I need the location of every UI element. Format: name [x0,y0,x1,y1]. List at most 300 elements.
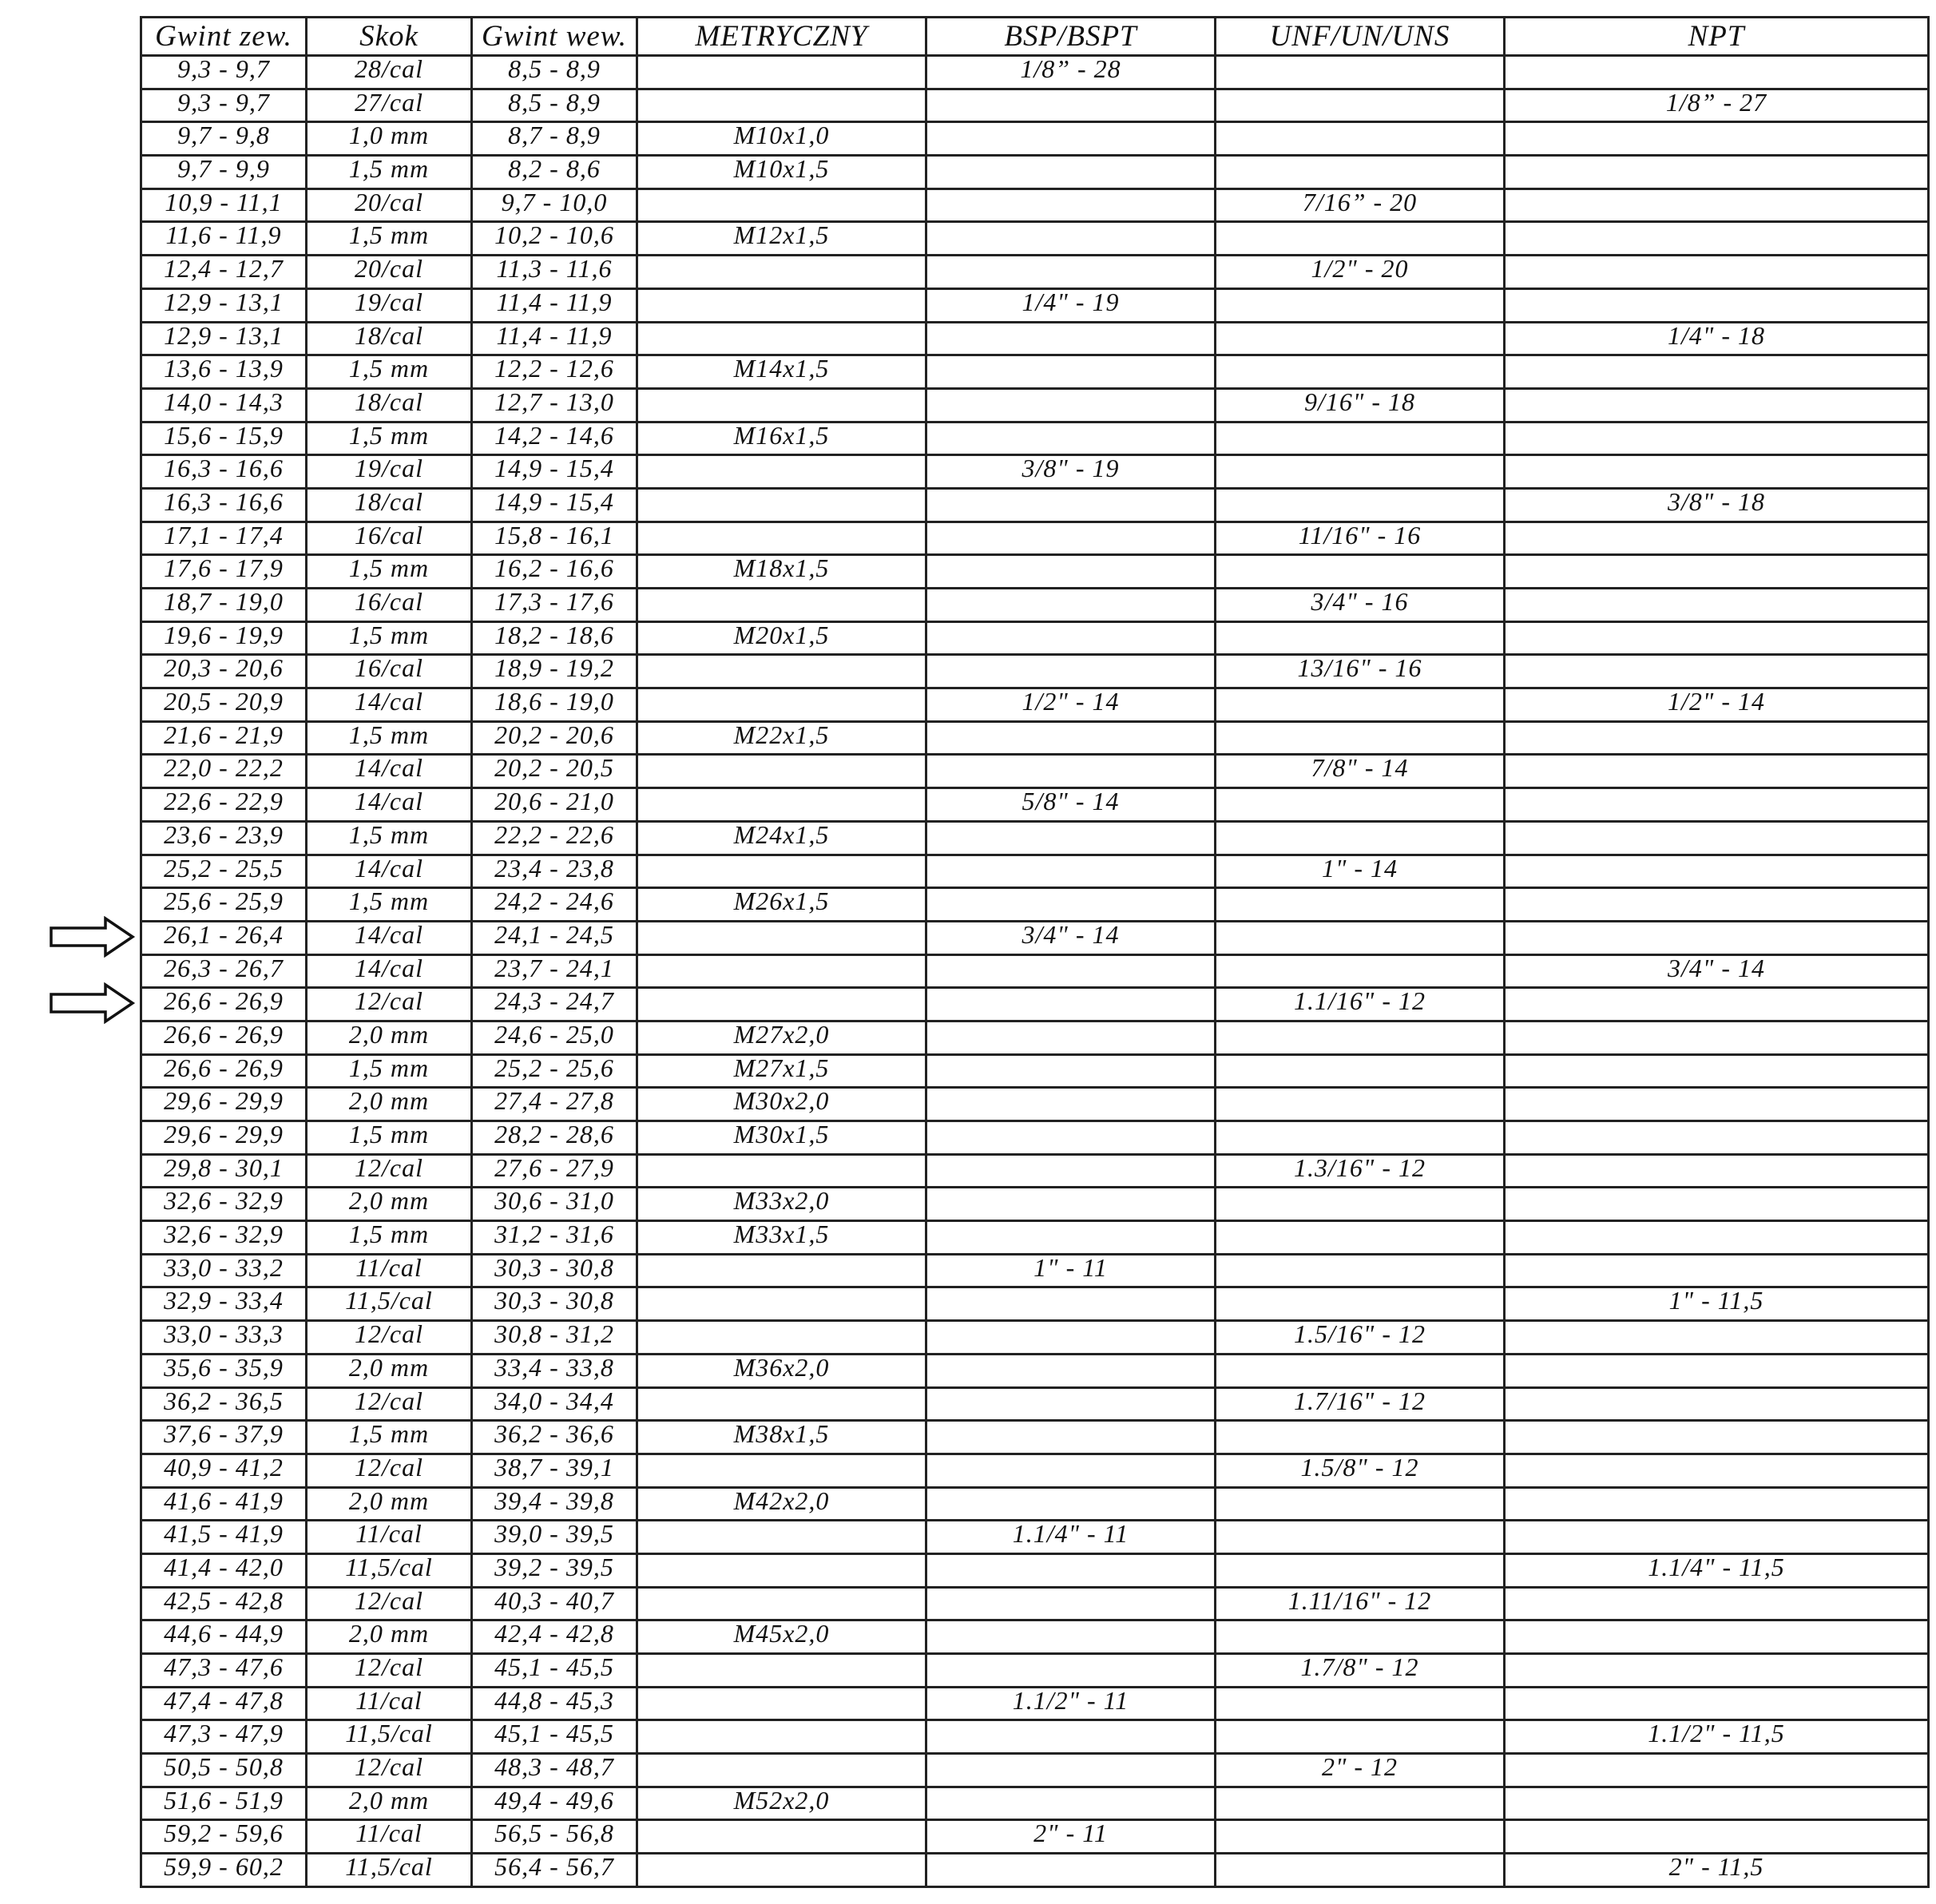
table-cell [1505,755,1929,788]
table-cell [926,1421,1216,1454]
table-cell [1216,1287,1505,1321]
table-cell [1505,1221,1929,1255]
table-cell [1505,555,1929,589]
table-cell [1216,222,1505,256]
table-cell: 12,2 - 12,6 [472,355,637,389]
table-cell [1505,1654,1929,1688]
table-cell [1216,455,1505,489]
table-cell [1216,1720,1505,1754]
table-cell [926,888,1216,922]
table-cell: 12/cal [307,1321,472,1355]
table-cell: 1,5 mm [307,422,472,455]
table-cell: 2,0 mm [307,1354,472,1387]
table-cell [637,788,926,822]
table-cell: 37,6 - 37,9 [141,1421,307,1454]
table-cell [637,56,926,89]
table-cell: 1,5 mm [307,821,472,855]
table-row [141,522,1929,555]
table-row [141,855,1929,888]
table-cell: 1,5 mm [307,621,472,655]
table-cell: 9,3 - 9,7 [141,56,307,89]
table-cell [1505,1820,1929,1854]
table-cell: 27,4 - 27,8 [472,1088,637,1121]
table-cell [1216,122,1505,156]
table-cell: 1,5 mm [307,555,472,589]
table-cell: 40,9 - 41,2 [141,1454,307,1487]
table-cell [926,488,1216,522]
table-cell [926,1553,1216,1587]
table-cell: M10x1,0 [637,122,926,156]
table-cell [1216,788,1505,822]
table-cell [926,1154,1216,1188]
table-cell [1505,56,1929,89]
table-cell [1505,422,1929,455]
table-cell [1505,1754,1929,1787]
table-cell: 59,9 - 60,2 [141,1854,307,1887]
table-cell: 49,4 - 49,6 [472,1787,637,1820]
table-cell: 3/4" - 14 [926,921,1216,954]
table-row [141,888,1929,922]
table-cell [637,1454,926,1487]
table-cell: 39,4 - 39,8 [472,1487,637,1521]
table-row [141,1354,1929,1387]
table-row [141,1687,1929,1720]
table-cell [926,156,1216,189]
table-cell: 11/cal [307,1687,472,1720]
table-cell [1505,921,1929,954]
table-cell [637,988,926,1021]
table-cell: 1,5 mm [307,1121,472,1155]
table-cell [637,522,926,555]
table-cell: 1,0 mm [307,122,472,156]
table-cell [926,122,1216,156]
table-cell [1505,788,1929,822]
table-cell [1505,256,1929,289]
table-cell [926,589,1216,622]
table-cell [1505,1254,1929,1287]
table-cell [1505,1454,1929,1487]
table-cell: 1.1/4" - 11 [926,1521,1216,1554]
table-cell [1505,1054,1929,1088]
table-cell: 9,3 - 9,7 [141,89,307,122]
thread-size-table [140,16,1930,1888]
table-cell: 13,6 - 13,9 [141,355,307,389]
table-cell: 11,6 - 11,9 [141,222,307,256]
table-cell [926,1121,1216,1155]
table-cell: 22,2 - 22,6 [472,821,637,855]
table-cell: 24,1 - 24,5 [472,921,637,954]
table-cell: 2" - 11,5 [1505,1854,1929,1887]
table-row [141,1088,1929,1121]
table-cell: M30x1,5 [637,1121,926,1155]
table-cell: 18/cal [307,322,472,355]
table-cell: M30x2,0 [637,1088,926,1121]
table-cell [637,655,926,688]
table-cell [637,488,926,522]
table-row [141,788,1929,822]
table-row [141,1587,1929,1620]
table-cell: 17,3 - 17,6 [472,589,637,622]
table-cell [926,721,1216,755]
table-cell [1216,921,1505,954]
table-cell: 47,3 - 47,6 [141,1654,307,1688]
table-cell: 32,6 - 32,9 [141,1221,307,1255]
table-cell: 1,5 mm [307,355,472,389]
table-cell [926,188,1216,222]
table-cell: 27,6 - 27,9 [472,1154,637,1188]
table-cell: 29,6 - 29,9 [141,1088,307,1121]
table-cell [1216,1354,1505,1387]
table-cell: 3/8" - 19 [926,455,1216,489]
table-cell: 3/8" - 18 [1505,488,1929,522]
table-cell [1216,688,1505,722]
table-row [141,1521,1929,1554]
table-cell [926,1620,1216,1654]
table-cell [926,621,1216,655]
table-cell: 1.3/16" - 12 [1216,1154,1505,1188]
table-cell: M33x2,0 [637,1188,926,1221]
table-row [141,1121,1929,1155]
table-cell: 25,2 - 25,5 [141,855,307,888]
table-cell [637,1587,926,1620]
table-cell [1505,455,1929,489]
table-cell: 1/2" - 14 [926,688,1216,722]
table-cell [926,222,1216,256]
table-cell: 16/cal [307,655,472,688]
table-cell: 10,2 - 10,6 [472,222,637,256]
table-cell [1216,488,1505,522]
column-header: Gwint zew. [141,18,307,56]
table-cell: 14/cal [307,788,472,822]
table-cell: 1,5 mm [307,1054,472,1088]
table-cell: M42x2,0 [637,1487,926,1521]
table-cell: 12,4 - 12,7 [141,256,307,289]
table-row [141,1154,1929,1188]
table-cell: 11,3 - 11,6 [472,256,637,289]
table-cell: 17,6 - 17,9 [141,555,307,589]
table-cell: 19/cal [307,288,472,322]
table-cell: 15,6 - 15,9 [141,422,307,455]
table-cell [1216,621,1505,655]
table-cell: 12/cal [307,1454,472,1487]
table-cell: 26,3 - 26,7 [141,954,307,988]
table-row [141,721,1929,755]
table-cell [1216,1620,1505,1654]
table-cell [1505,821,1929,855]
table-cell: 16/cal [307,589,472,622]
table-cell: 20,2 - 20,6 [472,721,637,755]
table-cell [1216,1820,1505,1854]
table-cell: 29,6 - 29,9 [141,1121,307,1155]
table-row [141,1754,1929,1787]
table-cell [1216,1054,1505,1088]
table-cell: 14/cal [307,921,472,954]
table-cell: 9/16" - 18 [1216,388,1505,422]
table-cell [926,1188,1216,1221]
table-row [141,688,1929,722]
table-cell: 12/cal [307,1654,472,1688]
table-cell: 11/cal [307,1521,472,1554]
table-cell [637,89,926,122]
table-cell: M16x1,5 [637,422,926,455]
table-cell [637,455,926,489]
table-cell [926,355,1216,389]
table-cell: 42,5 - 42,8 [141,1587,307,1620]
table-cell [1505,1088,1929,1121]
table-cell: 11/cal [307,1254,472,1287]
table-cell: 1.1/16" - 12 [1216,988,1505,1021]
table-cell [1216,1687,1505,1720]
table-cell [637,1654,926,1688]
table-cell: M24x1,5 [637,821,926,855]
table-cell: 47,3 - 47,9 [141,1720,307,1754]
table-cell [1505,1620,1929,1654]
table-cell: 13/16" - 16 [1216,655,1505,688]
table-cell [926,988,1216,1021]
table-cell [1216,1088,1505,1121]
table-cell: 30,6 - 31,0 [472,1188,637,1221]
table-cell: 20,3 - 20,6 [141,655,307,688]
table-row [141,1454,1929,1487]
table-cell: 11,4 - 11,9 [472,288,637,322]
table-cell [1505,1387,1929,1421]
table-cell: 12,9 - 13,1 [141,322,307,355]
table-cell: 2,0 mm [307,1787,472,1820]
table-cell [926,821,1216,855]
table-cell [637,954,926,988]
table-cell: 31,2 - 31,6 [472,1221,637,1255]
table-cell: 23,7 - 24,1 [472,954,637,988]
table-cell [1505,621,1929,655]
table-cell [637,1820,926,1854]
table-cell: 26,6 - 26,9 [141,1054,307,1088]
table-row [141,122,1929,156]
table-cell [1505,1787,1929,1820]
table-cell: 20,6 - 21,0 [472,788,637,822]
table-cell [1505,1421,1929,1454]
table-cell [637,1521,926,1554]
table-cell: M52x2,0 [637,1787,926,1820]
table-cell [637,1287,926,1321]
table-row [141,455,1929,489]
arrow-right-outline-icon [50,916,136,958]
table-cell [1505,721,1929,755]
table-cell: 11/16" - 16 [1216,522,1505,555]
table-cell: 28/cal [307,56,472,89]
table-cell [637,755,926,788]
table-cell [1505,1121,1929,1155]
table-cell [1505,1188,1929,1221]
table-cell: 41,6 - 41,9 [141,1487,307,1521]
table-cell: 27/cal [307,89,472,122]
table-cell: 47,4 - 47,8 [141,1687,307,1720]
table-cell: 2,0 mm [307,1021,472,1054]
table-cell: 18,6 - 19,0 [472,688,637,722]
table-cell: 16,3 - 16,6 [141,488,307,522]
table-cell [926,1088,1216,1121]
table-cell: 23,4 - 23,8 [472,855,637,888]
table-cell: M26x1,5 [637,888,926,922]
table-cell: 1,5 mm [307,1421,472,1454]
table-cell [1505,188,1929,222]
table-cell [1216,888,1505,922]
table-row [141,921,1929,954]
table-cell: 26,6 - 26,9 [141,988,307,1021]
table-cell [1216,56,1505,89]
table-cell: 16,3 - 16,6 [141,455,307,489]
table-cell: 21,6 - 21,9 [141,721,307,755]
table-cell: 44,6 - 44,9 [141,1620,307,1654]
table-cell [637,855,926,888]
table-cell [637,1854,926,1887]
table-cell: 19,6 - 19,9 [141,621,307,655]
table-cell: 3/4" - 14 [1505,954,1929,988]
table-cell: 1,5 mm [307,721,472,755]
table-cell [637,1321,926,1355]
table-cell [1216,1188,1505,1221]
table-cell [1505,1487,1929,1521]
table-cell: 34,0 - 34,4 [472,1387,637,1421]
table-row [141,1720,1929,1754]
table-cell: 14/cal [307,688,472,722]
table-row [141,355,1929,389]
table-cell [926,1287,1216,1321]
table-cell [1505,288,1929,322]
table-cell: 38,7 - 39,1 [472,1454,637,1487]
table-row [141,755,1929,788]
table-row [141,954,1929,988]
table-row [141,422,1929,455]
table-cell: 17,1 - 17,4 [141,522,307,555]
table-cell [637,1754,926,1787]
column-header: BSP/BSPT [926,18,1216,56]
table-cell: 16,2 - 16,6 [472,555,637,589]
table-cell [926,1054,1216,1088]
table-cell: 8,7 - 8,9 [472,122,637,156]
table-cell: 18/cal [307,388,472,422]
table-row [141,56,1929,89]
table-cell [1216,821,1505,855]
table-cell [926,1387,1216,1421]
table-cell: 1/8” - 27 [1505,89,1929,122]
table-row [141,589,1929,622]
table-row [141,1654,1929,1688]
table-cell [926,89,1216,122]
table-cell [1216,1854,1505,1887]
table-cell [1216,555,1505,589]
table-cell [1216,288,1505,322]
table-row [141,322,1929,355]
table-cell: 1,5 mm [307,888,472,922]
table-cell: 1.5/16" - 12 [1216,1321,1505,1355]
table-cell: 1,5 mm [307,156,472,189]
table-cell: 32,9 - 33,4 [141,1287,307,1321]
table-cell [926,655,1216,688]
table-cell [1216,1254,1505,1287]
table-cell: 23,6 - 23,9 [141,821,307,855]
table-cell [1216,355,1505,389]
table-cell: 1/4" - 18 [1505,322,1929,355]
table-cell [1216,1221,1505,1255]
table-cell: 36,2 - 36,6 [472,1421,637,1454]
table-cell: M45x2,0 [637,1620,926,1654]
table-cell: 1.1/2" - 11 [926,1687,1216,1720]
table-cell [1216,1553,1505,1587]
table-cell [926,954,1216,988]
table-cell: 10,9 - 11,1 [141,188,307,222]
table-cell [637,288,926,322]
table-cell [637,388,926,422]
table-cell: 51,6 - 51,9 [141,1787,307,1820]
table-cell [1505,1154,1929,1188]
table-cell: 14/cal [307,755,472,788]
table-cell: 12,9 - 13,1 [141,288,307,322]
table-cell: 33,0 - 33,3 [141,1321,307,1355]
table-cell: 35,6 - 35,9 [141,1354,307,1387]
table-row [141,488,1929,522]
table-cell: 1/2" - 14 [1505,688,1929,722]
table-cell [926,1354,1216,1387]
table-cell [637,589,926,622]
table-row [141,1854,1929,1887]
table-cell: 25,2 - 25,6 [472,1054,637,1088]
table-cell: 45,1 - 45,5 [472,1720,637,1754]
table-cell: 20/cal [307,256,472,289]
table-cell: 2,0 mm [307,1188,472,1221]
table-cell [926,1754,1216,1787]
table-cell: 12,7 - 13,0 [472,388,637,422]
table-cell: 26,6 - 26,9 [141,1021,307,1054]
table-cell: 14,2 - 14,6 [472,422,637,455]
table-cell [637,1254,926,1287]
table-cell [1505,355,1929,389]
table-cell: 30,3 - 30,8 [472,1287,637,1321]
table-row [141,1820,1929,1854]
table-row [141,256,1929,289]
table-cell: 20/cal [307,188,472,222]
table-cell: 9,7 - 9,9 [141,156,307,189]
table-row [141,988,1929,1021]
table-row [141,1221,1929,1255]
table-cell: M14x1,5 [637,355,926,389]
table-cell [637,1387,926,1421]
table-cell: M27x2,0 [637,1021,926,1054]
table-cell [1505,589,1929,622]
table-cell [1505,122,1929,156]
table-cell: 44,8 - 45,3 [472,1687,637,1720]
header-row [141,18,1929,56]
table-cell: M18x1,5 [637,555,926,589]
table-cell [637,322,926,355]
table-cell: 20,2 - 20,5 [472,755,637,788]
table-cell [1505,655,1929,688]
table-cell: 1" - 14 [1216,855,1505,888]
table-cell [1216,721,1505,755]
table-cell: 2,0 mm [307,1620,472,1654]
table-cell: 14/cal [307,855,472,888]
table-cell: 15,8 - 16,1 [472,522,637,555]
table-cell: 2,0 mm [307,1088,472,1121]
table-row [141,1620,1929,1654]
table-row [141,1421,1929,1454]
table-cell: 1" - 11,5 [1505,1287,1929,1321]
table-cell: 24,3 - 24,7 [472,988,637,1021]
table-cell [1505,1687,1929,1720]
table-row [141,1287,1929,1321]
table-cell: 3/4" - 16 [1216,589,1505,622]
table-cell: 1.1/2" - 11,5 [1505,1720,1929,1754]
table-cell [1216,1121,1505,1155]
